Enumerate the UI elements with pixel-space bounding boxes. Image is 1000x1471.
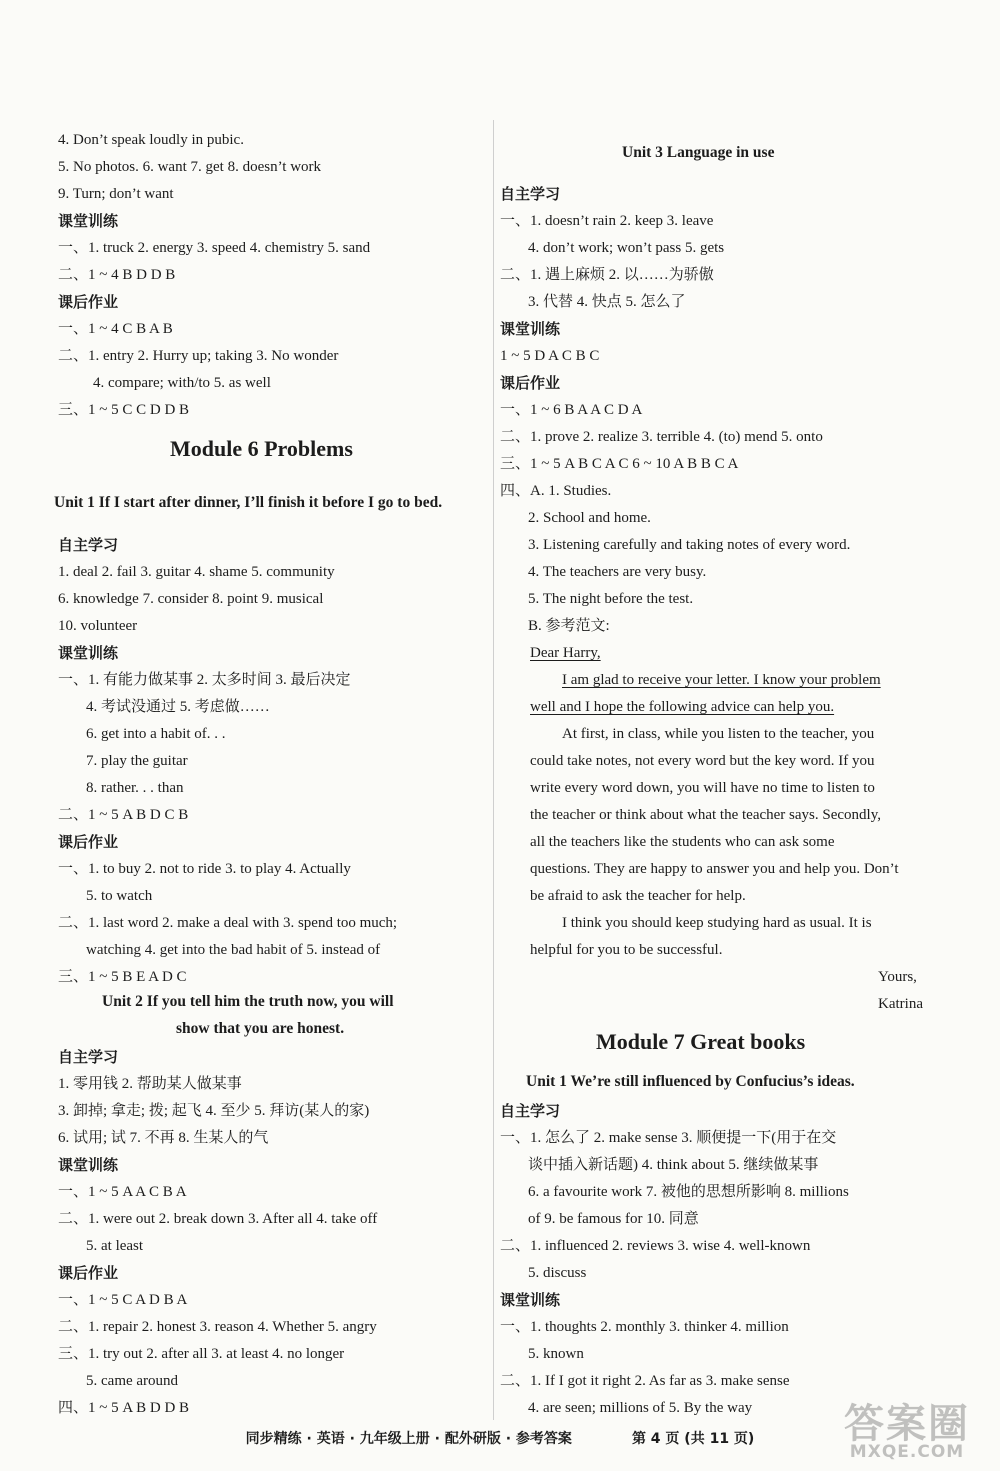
letter-salutation: Dear Harry, xyxy=(530,645,601,661)
answer-line: 7. play the guitar xyxy=(86,753,188,769)
section-heading: 自主学习 xyxy=(500,185,561,203)
answer-line: 二、1 ~ 5 A B D C B xyxy=(58,807,189,823)
section-heading: 自主学习 xyxy=(58,536,119,554)
answer-line: 二、1. If I got it right 2. As far as 3. make sense xyxy=(500,1373,790,1389)
letter-line: be afraid to ask the teacher for help. xyxy=(530,888,746,904)
answer-line: 谈中插入新话题) 4. think about 5. 继续做某事 xyxy=(528,1157,819,1173)
section-heading: 课后作业 xyxy=(500,374,561,392)
answer-line: 一、1 ~ 5 A A C B A xyxy=(58,1184,187,1200)
module-heading: Module 6 Problems xyxy=(170,436,353,461)
answer-line: 5. The night before the test. xyxy=(528,591,694,607)
answer-line: 一、1. truck 2. energy 3. speed 4. chemistry 5. sand xyxy=(58,240,371,256)
answer-line: 2. School and home. xyxy=(528,510,651,526)
watermark-url: MXQE.COM xyxy=(849,1442,965,1462)
answer-line: 6. a favourite work 7. 被他的思想所影响 8. millions xyxy=(528,1184,849,1200)
answer-line: 二、1. last word 2. make a deal with 3. spend too much; xyxy=(58,915,398,931)
answer-line: 4. are seen; millions of 5. By the way xyxy=(528,1400,753,1416)
answer-line: 4. 考试没通过 5. 考虑做…… xyxy=(86,699,270,715)
letter-signature: Katrina xyxy=(878,996,923,1012)
answer-line: B. 参考范文: xyxy=(528,618,610,634)
answer-line: 一、1. doesn’t rain 2. keep 3. leave xyxy=(500,213,714,229)
answer-line: 4. The teachers are very busy. xyxy=(528,564,707,580)
answer-line: 一、1 ~ 4 C B A B xyxy=(58,321,173,337)
column-divider xyxy=(493,120,494,1420)
answer-line: 6. knowledge 7. consider 8. point 9. musical xyxy=(58,591,324,607)
unit-title: Unit 1 We’re still influenced by Confucius’s ideas. xyxy=(526,1073,855,1090)
section-heading: 课后作业 xyxy=(58,293,119,311)
answer-line: 一、1. 怎么了 2. make sense 3. 顺便提一下(用于在交 xyxy=(500,1130,837,1146)
answer-line: 6. 试用; 试 7. 不再 8. 生某人的气 xyxy=(58,1130,269,1146)
answer-line: 1. deal 2. fail 3. guitar 4. shame 5. community xyxy=(58,564,335,580)
answer-line: 4. don’t work; won’t pass 5. gets xyxy=(528,240,725,256)
answer-line: 一、1. to buy 2. not to ride 3. to play 4. Actually xyxy=(58,861,351,877)
answer-line: 三、1 ~ 5 C C D D B xyxy=(58,402,190,418)
answer-line: of 9. be famous for 10. 同意 xyxy=(528,1211,699,1227)
unit-title-cont: show that you are honest. xyxy=(176,1020,345,1037)
answer-line: 5. at least xyxy=(86,1238,144,1254)
answer-line: 四、1 ~ 5 A B D D B xyxy=(58,1400,190,1416)
letter-line: all the teachers like the students who can ask some xyxy=(530,834,835,850)
unit-title: Unit 2 If you tell him the truth now, you will xyxy=(102,993,394,1010)
letter-line: well and I hope the following advice can help you. xyxy=(530,699,835,715)
answer-line: 一、1 ~ 6 B A A C D A xyxy=(500,402,643,418)
letter-line: At first, in class, while you listen to the teacher, you xyxy=(562,726,875,742)
section-heading: 自主学习 xyxy=(58,1048,119,1066)
answer-line: 3. 卸掉; 拿走; 拨; 起飞 4. 至少 5. 拜访(某人的家) xyxy=(58,1103,370,1119)
answer-line: 4. compare; with/to 5. as well xyxy=(93,375,271,391)
answer-line: 二、1. entry 2. Hurry up; taking 3. No wonder xyxy=(58,348,339,364)
answer-line: 9. Turn; don’t want xyxy=(58,186,174,202)
section-heading: 课堂训练 xyxy=(500,320,561,338)
section-heading: 课堂训练 xyxy=(58,212,119,230)
watermark-text: 答案圈 xyxy=(844,1401,970,1447)
answer-line: 3. 代替 4. 快点 5. 怎么了 xyxy=(528,294,686,310)
unit-title: Unit 1 If I start after dinner, I’ll finish it before I go to bed. xyxy=(54,494,443,511)
letter-line: the teacher or think about what the teacher says. Secondly, xyxy=(530,807,881,823)
letter-line: could take notes, not every word but the key word. If you xyxy=(530,753,875,769)
section-heading: 课堂训练 xyxy=(58,644,119,662)
page-footer xyxy=(0,1428,1000,1448)
answer-line: 四、A. 1. Studies. xyxy=(500,483,612,499)
answer-line: 4. Don’t speak loudly in pubic. xyxy=(58,132,244,148)
letter-line: questions. They are happy to answer you and help you. Don’t xyxy=(530,861,899,877)
answer-line: 一、1. thoughts 2. monthly 3. thinker 4. million xyxy=(500,1319,789,1335)
answer-line: 三、1. try out 2. after all 3. at least 4. no longer xyxy=(58,1346,345,1362)
answer-line: 二、1. influenced 2. reviews 3. wise 4. well-known xyxy=(500,1238,811,1254)
answer-line: 1. 零用钱 2. 帮助某人做某事 xyxy=(58,1076,242,1092)
answer-line: 一、1 ~ 5 C A D B A xyxy=(58,1292,188,1308)
answer-line: 1 ~ 5 D A C B C xyxy=(500,348,600,364)
module-heading: Module 7 Great books xyxy=(596,1029,806,1054)
letter-line: I think you should keep studying hard as usual. It is xyxy=(562,915,872,931)
answer-line: watching 4. get into the bad habit of 5. instead of xyxy=(86,942,381,958)
answer-line: 三、1 ~ 5 A B C A C 6 ~ 10 A B B C A xyxy=(500,456,739,472)
answer-line: 5. came around xyxy=(86,1373,179,1389)
answer-line: 5. to watch xyxy=(86,888,153,904)
answer-line: 5. discuss xyxy=(528,1265,587,1281)
section-heading: 课后作业 xyxy=(58,1264,119,1282)
answer-line: 5. known xyxy=(528,1346,584,1362)
answer-line: 二、1. 遇上麻烦 2. 以……为骄傲 xyxy=(500,267,714,283)
footer-page-number: 第 4 页 (共 11 页) xyxy=(631,1431,755,1447)
footer-title: 同步精练 · 英语 · 九年级上册 · 配外研版 · 参考答案 xyxy=(245,1431,572,1447)
answer-line: 二、1. repair 2. honest 3. reason 4. Whether 5. angry xyxy=(58,1319,377,1335)
answer-line: 10. volunteer xyxy=(58,618,138,634)
answer-line: 三、1 ~ 5 B E A D C xyxy=(58,969,187,985)
answer-line: 5. No photos. 6. want 7. get 8. doesn’t work xyxy=(58,159,322,175)
section-heading: 课后作业 xyxy=(58,833,119,851)
letter-line: helpful for you to be successful. xyxy=(530,942,723,958)
answer-line: 二、1. were out 2. break down 3. After all 4. take off xyxy=(58,1211,378,1227)
unit-title: Unit 3 Language in use xyxy=(622,144,775,161)
answer-line: 二、1. prove 2. realize 3. terrible 4. (to) mend 5. onto xyxy=(500,429,823,445)
answer-line: 8. rather. . . than xyxy=(86,780,184,796)
letter-line: I am glad to receive your letter. I know your problem xyxy=(562,672,881,688)
section-heading: 自主学习 xyxy=(500,1102,561,1120)
answer-line: 一、1. 有能力做某事 2. 太多时间 3. 最后决定 xyxy=(58,672,351,688)
answer-line: 二、1 ~ 4 B D D B xyxy=(58,267,176,283)
letter-line: write every word down, you will have no time to listen to xyxy=(530,780,875,796)
letter-closing: Yours, xyxy=(878,969,917,985)
section-heading: 课堂训练 xyxy=(500,1291,561,1309)
section-heading: 课堂训练 xyxy=(58,1156,119,1174)
answer-line: 3. Listening carefully and taking notes of every word. xyxy=(528,537,851,553)
answer-line: 6. get into a habit of. . . xyxy=(86,726,226,742)
